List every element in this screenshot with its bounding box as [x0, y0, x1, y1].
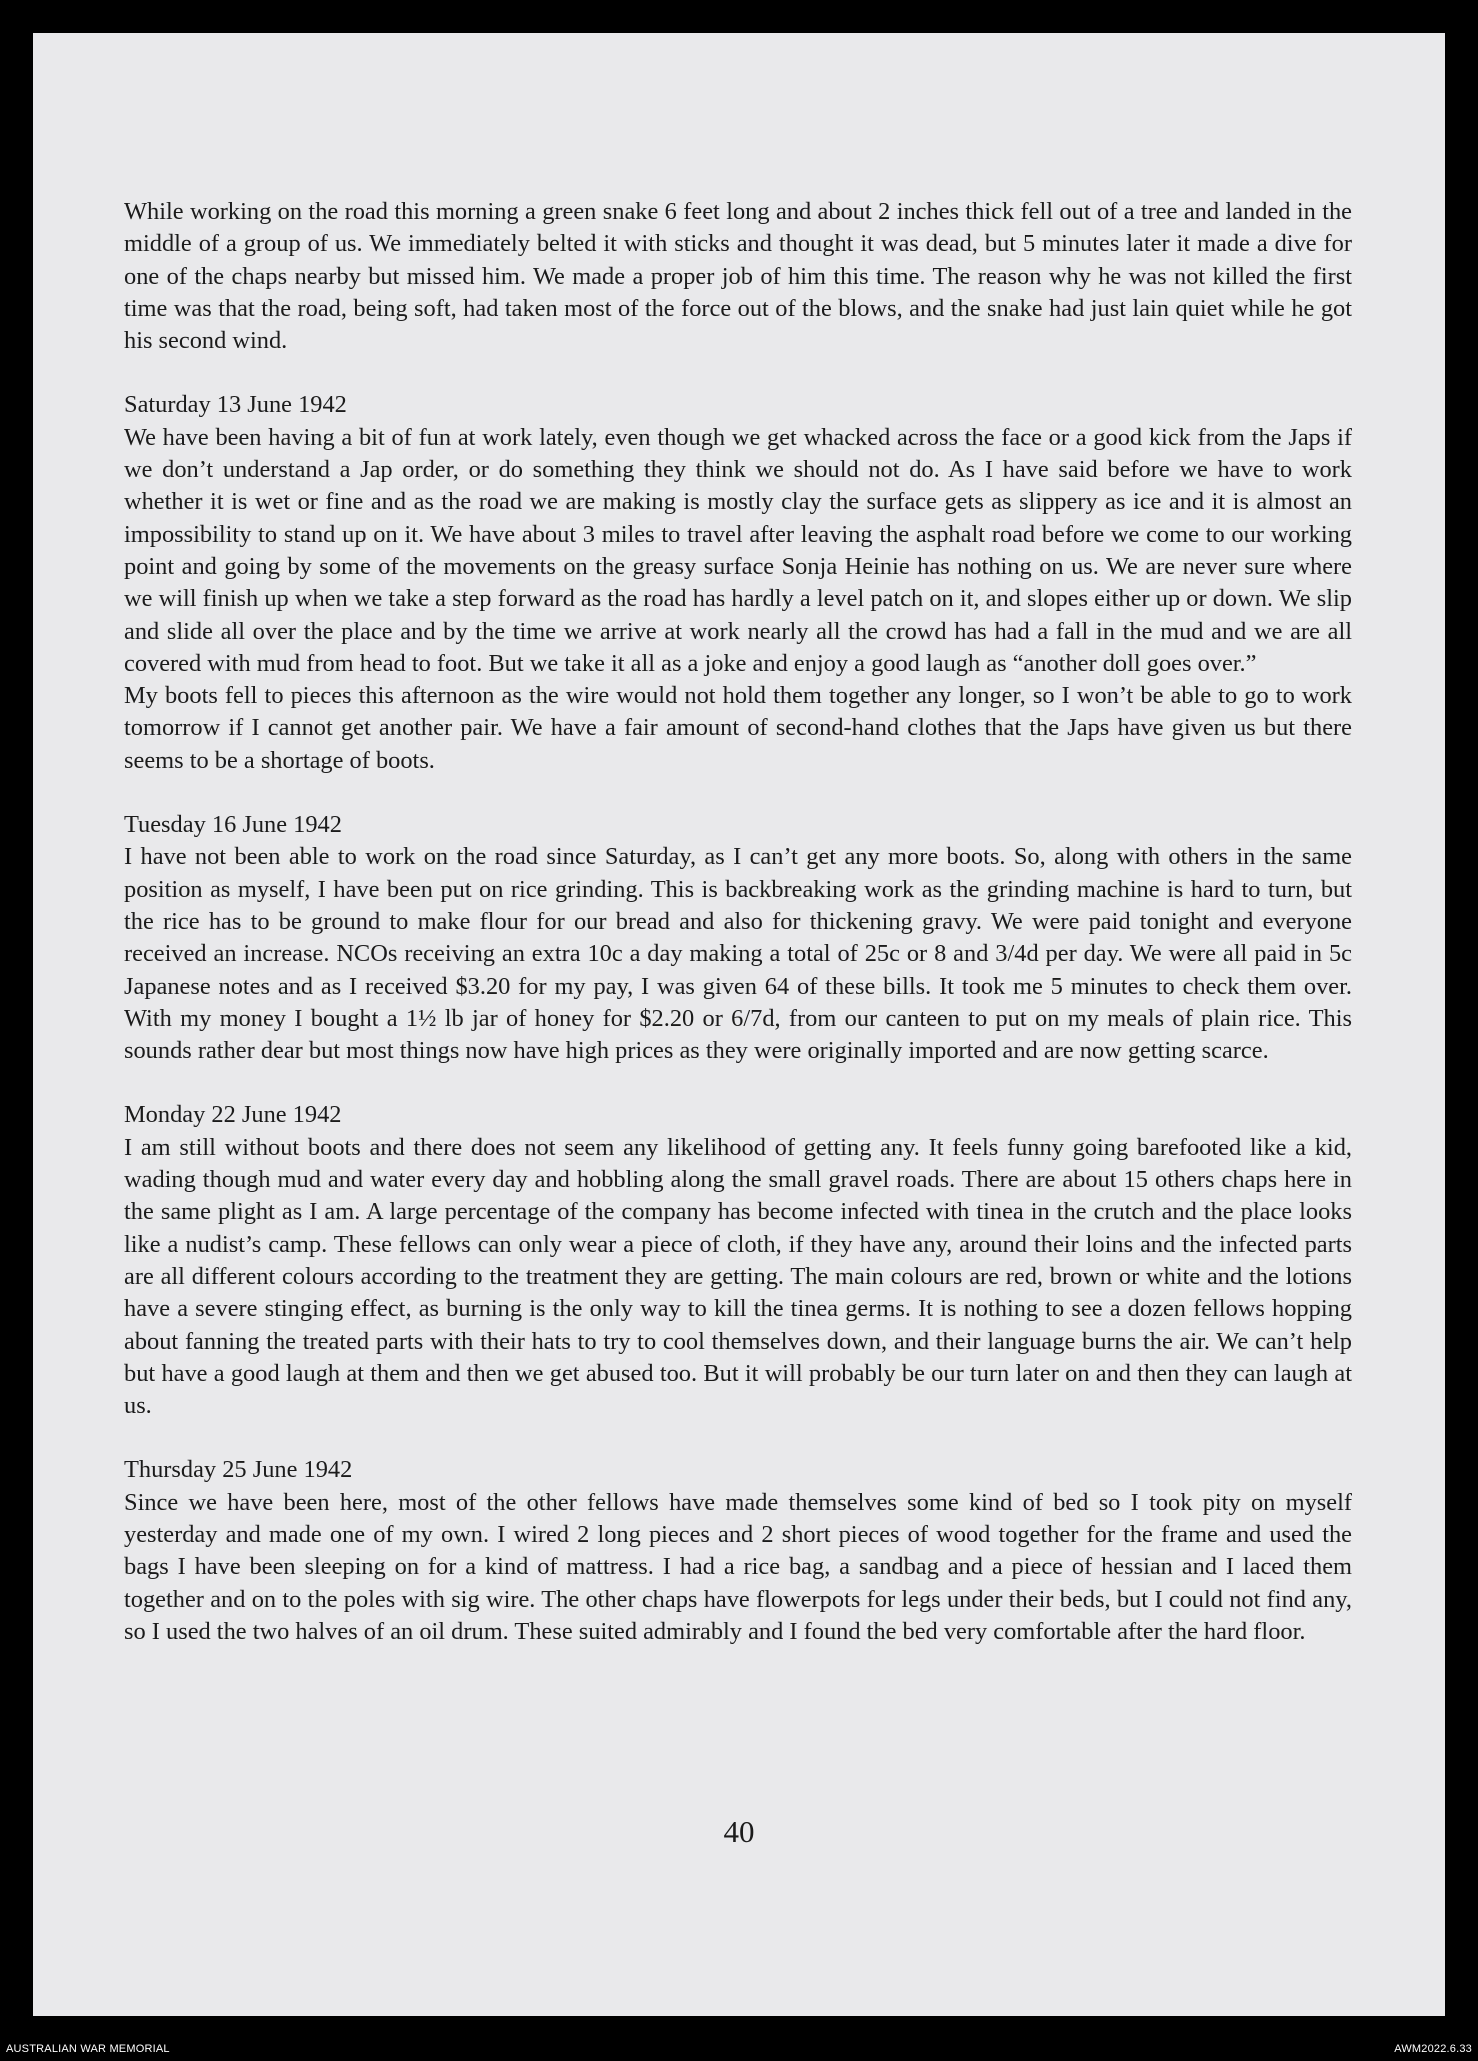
- page-number: 40: [723, 1814, 755, 1849]
- entry-paragraph: I have not been able to work on the road since Saturday, as I can’t get any more boots. So, along with others in the same position as myself, I have been put on rice grinding. This is backbreaking work as the grinding machine is hard to turn, but the rice has to be ground to make flour for our bread and also for thickening gravy. We were paid tonight and everyone received an increase. NCOs receiving an extra 10c a day making a total of 25c or 8 and 3/4d per day. We were all paid in 5c Japanese notes and as I received $3.20 for my pay, I was given 64 of these bills. It took me 5 minutes to check them over. With my money I bought a 1½ lb jar of honey for $2.20 or 6/7d, from our canteen to put on my meals of plain rice. This sounds rather dear but most things now have high prices as they were originally imported and are now getting scarce.: [124, 843, 1352, 1065]
- entry-date: Saturday 13 June 1942: [124, 391, 347, 419]
- entry-date: Thursday 25 June 1942: [124, 1456, 353, 1484]
- diary-entry: [124, 809, 1352, 1067]
- entry-paragraph: We have been having a bit of fun at work lately, even though we get whacked across the face or a good kick from the Japs if we don’t understand a Jap order, or do something they think we should not do. As I have said before we have to work whether it is wet or fine and as the road we are making is mostly clay the surface gets as slippery as ice and it is almost an impossibility to stand up on it. We have about 3 miles to travel after leaving the asphalt road before we come to our working point and going by some of the movements on the greasy surface Sonja Heinie has nothing on us. We are never sure where we will finish up when we take a step forward as the road has hardly a level patch on it, and slopes either up or down. We slip and slide all over the place and by the time we arrive at work nearly all the crowd has had a fall in the mud and we are all covered with mud from head to foot. But we take it all as a joke and enjoy a good laugh as “another doll goes over.”: [124, 423, 1352, 677]
- entry-date: Monday 22 June 1942: [124, 1101, 342, 1129]
- entry-date: Tuesday 16 June 1942: [124, 811, 342, 839]
- diary-entry: [124, 1099, 1352, 1422]
- entry-paragraph: My boots fell to pieces this afternoon as the wire would not hold them together any longer, so I won’t be able to go to work tomorrow if I cannot get another pair. We have a fair amount of second-hand clothes that the Japs have given us but there seems to be a shortage of boots.: [124, 682, 1352, 774]
- diary-entry: [124, 1454, 1352, 1648]
- diary-text: [124, 196, 1352, 1648]
- intro-paragraph: While working on the road this morning a green snake 6 feet long and about 2 inches thick fell out of a tree and landed in the middle of a group of us. We immediately belted it with sticks and thought it was dead, but 5 minutes later it made a dive for one of the chaps nearby but missed him. We made a proper job of him this time. The reason why he was not killed the first time was that the road, being soft, had taken most of the force out of the blows, and the snake had just lain quiet while he got his second wind.: [124, 198, 1352, 355]
- footer-accession-number: AWM2022.6.33: [1394, 2043, 1472, 2055]
- footer-institution: AUSTRALIAN WAR MEMORIAL: [6, 2043, 170, 2055]
- entry-paragraph: Since we have been here, most of the other fellows have made themselves some kind of bed so I took pity on myself yesterday and made one of my own. I wired 2 long pieces and 2 short pieces of wood together for the frame and used the bags I have been sleeping on for a kind of mattress. I had a rice bag, a sandbag and a piece of hessian and I laced them together and on to the poles with sig wire. The other chaps have flowerpots for legs under their beds, but I could not find any, so I used the two halves of an oil drum. These suited admirably and I found the bed very comfortable after the hard floor.: [124, 1488, 1352, 1645]
- entry-paragraph: I am still without boots and there does not seem any likelihood of getting any. It feels funny going barefooted like a kid, wading though mud and water every day and hobbling along the small gravel roads. There are about 15 others chaps here in the same plight as I am. A large percentage of the company has become infected with tinea in the crutch and the place looks like a nudist’s camp. These fellows can only wear a piece of cloth, if they have any, around their loins and the infected parts are all different colours according to the treatment they are getting. The main colours are red, brown or white and the lotions have a severe stinging effect, as burning is the only way to kill the tinea germs. It is nothing to see a dozen fellows hopping about fanning the treated parts with their hats to try to cool themselves down, and their language burns the air. We can’t help but have a good laugh at them and then we get abused too. But it will probably be our turn later on and then they can laugh at us.: [124, 1133, 1352, 1420]
- diary-entry: [124, 389, 1352, 777]
- document-page: [33, 33, 1445, 2016]
